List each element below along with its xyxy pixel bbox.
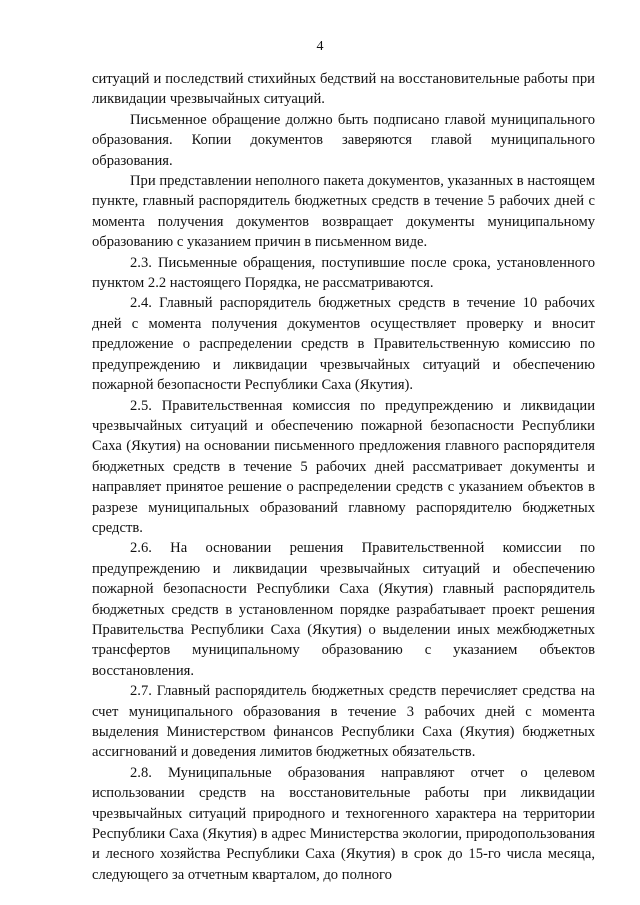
paragraph-signature-requirement: Письменное обращение должно быть подписано главой муниципального образования. Копии документов заверяются главой муниципального образования. [92, 111, 595, 169]
paragraph-2-3: 2.3. Письменные обращения, поступившие после срока, установленного пунктом 2.2 настоящего Порядка, не рассматриваются. [92, 254, 595, 292]
page-number: 4 [316, 39, 324, 54]
paragraph-incomplete-package: При представлении неполного пакета документов, указанных в настоящем пункте, главный распорядитель бюджетных средств в течение 5 рабочих дней с момента получения документов возвращает документы муниципальному образованию с указанием причин в письменном виде. [92, 173, 595, 251]
paragraph-continuation: ситуаций и последствий стихийных бедствий на восстановительные работы при ликвидации чрезвычайных ситуаций. [92, 71, 595, 108]
document-body [92, 69, 595, 885]
paragraph-2-6: 2.6. На основании решения Правительственной комиссии по предупреждению и ликвидации чрезвычайных ситуаций и обеспечению пожарной безопасности Республики Саха (Якутия) главный распорядитель бюджетных средств в установленном порядке разрабатывает проект решения Правительства Республики Саха (Якутия) о выделении иных межбюджетных трансфертов муниципальному образованию с указанием объектов восстановления. [92, 540, 595, 679]
paragraph-2-7: 2.7. Главный распорядитель бюджетных средств перечисляет средства на счет муниципального образования в течение 3 рабочих дней с момента выделения Министерством финансов Республики Саха (Якутия) бюджетных ассигнований и доведения лимитов бюджетных обязательств. [92, 683, 595, 761]
paragraph-2-4: 2.4. Главный распорядитель бюджетных средств в течение 10 рабочих дней с момента получения документов осуществляет проверку и вносит предложение о распределении средств в Правительственную комиссию по предупреждению и ликвидации чрезвычайных ситуаций и обеспечению пожарной безопасности Республики Саха (Якутия). [92, 295, 595, 394]
paragraph-2-5: 2.5. Правительственная комиссия по предупреждению и ликвидации чрезвычайных ситуаций и обеспечению пожарной безопасности Республики Саха (Якутия) на основании письменного предложения главного распорядителя бюджетных средств в течение 5 рабочих дней рассматривает документы и направляет принятое решение о распределении средств с указанием объектов в разрезе муниципальных образований главному распорядителю бюджетных средств. [92, 397, 595, 536]
paragraph-2-8: 2.8. Муниципальные образования направляют отчет о целевом использовании средств на восстановительные работы при ликвидации чрезвычайных ситуаций природного и техногенного характера на территории Республики Саха (Якутия) в адрес Министерства экологии, природопользования и лесного хозяйства Республики Саха (Якутия) в срок до 15-го числа месяца, следующего за отчетным кварталом, до полного [92, 764, 595, 883]
